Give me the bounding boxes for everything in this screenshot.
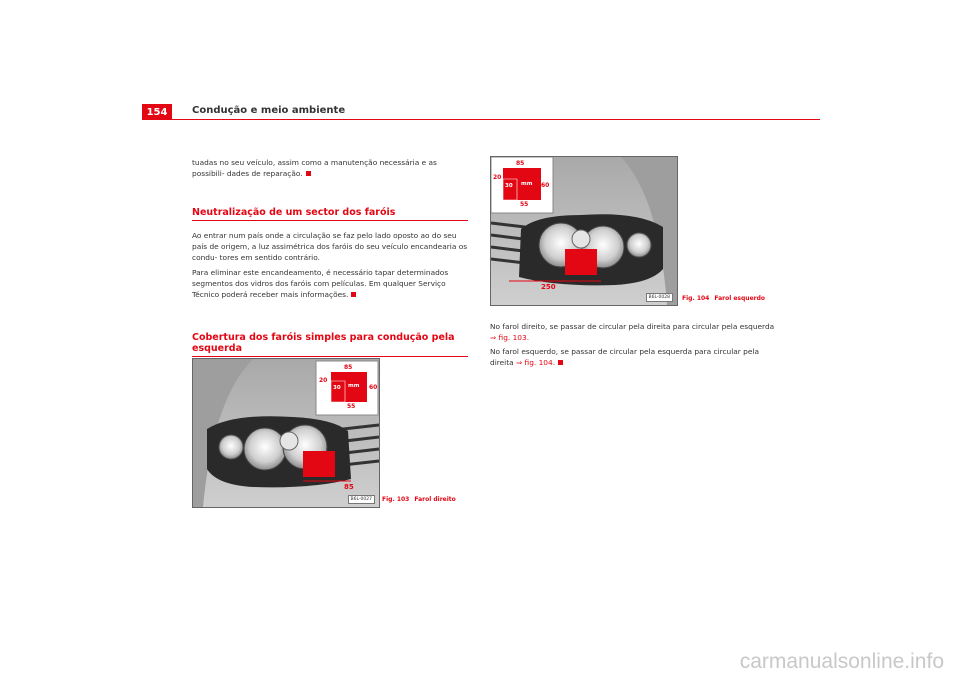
intro-text: tuadas no seu veículo, assim como a manutenção necessária e as possibili- dades de reparação.: [192, 158, 437, 178]
fig103-dim-left: 20: [319, 377, 328, 384]
watermark: carmanualsonline.info: [739, 650, 944, 673]
fig103-dim-lamp: 85: [344, 483, 354, 491]
fig103-title: Farol direito: [414, 496, 456, 503]
end-of-section-icon: [306, 171, 311, 176]
end-of-section-icon: [351, 292, 356, 297]
fig103-dim-middle: 30: [333, 385, 341, 391]
end-of-section-icon: [558, 360, 563, 365]
chapter-title: Condução e meio ambiente: [192, 105, 346, 116]
figure-103-right-headlight: [192, 358, 380, 508]
section-heading-neutralization: Neutralização de um sector dos faróis: [192, 207, 468, 221]
fig104-reference-link[interactable]: ⇒ fig. 104.: [516, 358, 556, 367]
fig104-dim-unit: mm: [521, 181, 533, 187]
section1-paragraph-2-text: Para eliminar este encandeamento, é necessário tapar determinados segmentos dos vidros dos faróis com películas. Em qualquer Serviço Técnico poderá receber mais informações.: [192, 268, 449, 299]
fig104-dim-lamp: 250: [541, 283, 556, 291]
right-paragraph-1-text: No farol direito, se passar de circular pela direita para circular pela esquerda: [490, 322, 775, 331]
page-number: 154: [142, 104, 172, 120]
right-paragraph-2: [490, 346, 780, 368]
figure-104-caption: [682, 295, 765, 302]
fig103-dim-unit: mm: [348, 383, 360, 389]
right-paragraph-1: [490, 321, 780, 343]
fig103-code: B6L-0027: [348, 495, 375, 504]
fig104-code: B6L-0028: [646, 293, 673, 302]
fig104-dim-bottom: 55: [520, 201, 529, 208]
fig104-dim-left: 20: [493, 174, 502, 181]
fig103-dim-top: 85: [344, 364, 353, 371]
section-heading-left-hand-traffic: Cobertura dos faróis simples para condução pela esquerda: [192, 332, 468, 357]
intro-paragraph: [192, 157, 470, 179]
right-paragraph-2-text: No farol esquerdo, se passar de circular pela esquerda para circular pela direita: [490, 347, 759, 367]
fig103-dim-bottom: 55: [347, 403, 356, 410]
figure-104-left-headlight: [490, 156, 678, 306]
figure-103-caption: [382, 496, 456, 503]
fig104-label: Fig. 104: [682, 295, 710, 302]
fig104-dim-right: 60: [541, 182, 550, 189]
fig103-dim-right: 60: [369, 384, 378, 391]
fig103-reference-link[interactable]: ⇒ fig. 103.: [490, 333, 530, 342]
fig104-dim-top: 85: [516, 160, 525, 167]
section1-paragraph-1: Ao entrar num país onde a circulação se faz pelo lado oposto ao do seu país de origem, a luz assimétrica dos faróis do seu veículo encandearia os condu- tores em sentido contrário.: [192, 231, 468, 262]
fig104-title: Farol esquerdo: [714, 295, 766, 302]
header-rule: [142, 119, 820, 120]
fig103-label: Fig. 103: [382, 496, 410, 503]
fig104-dim-middle: 30: [505, 183, 513, 189]
section1-paragraph-2: [192, 267, 470, 300]
